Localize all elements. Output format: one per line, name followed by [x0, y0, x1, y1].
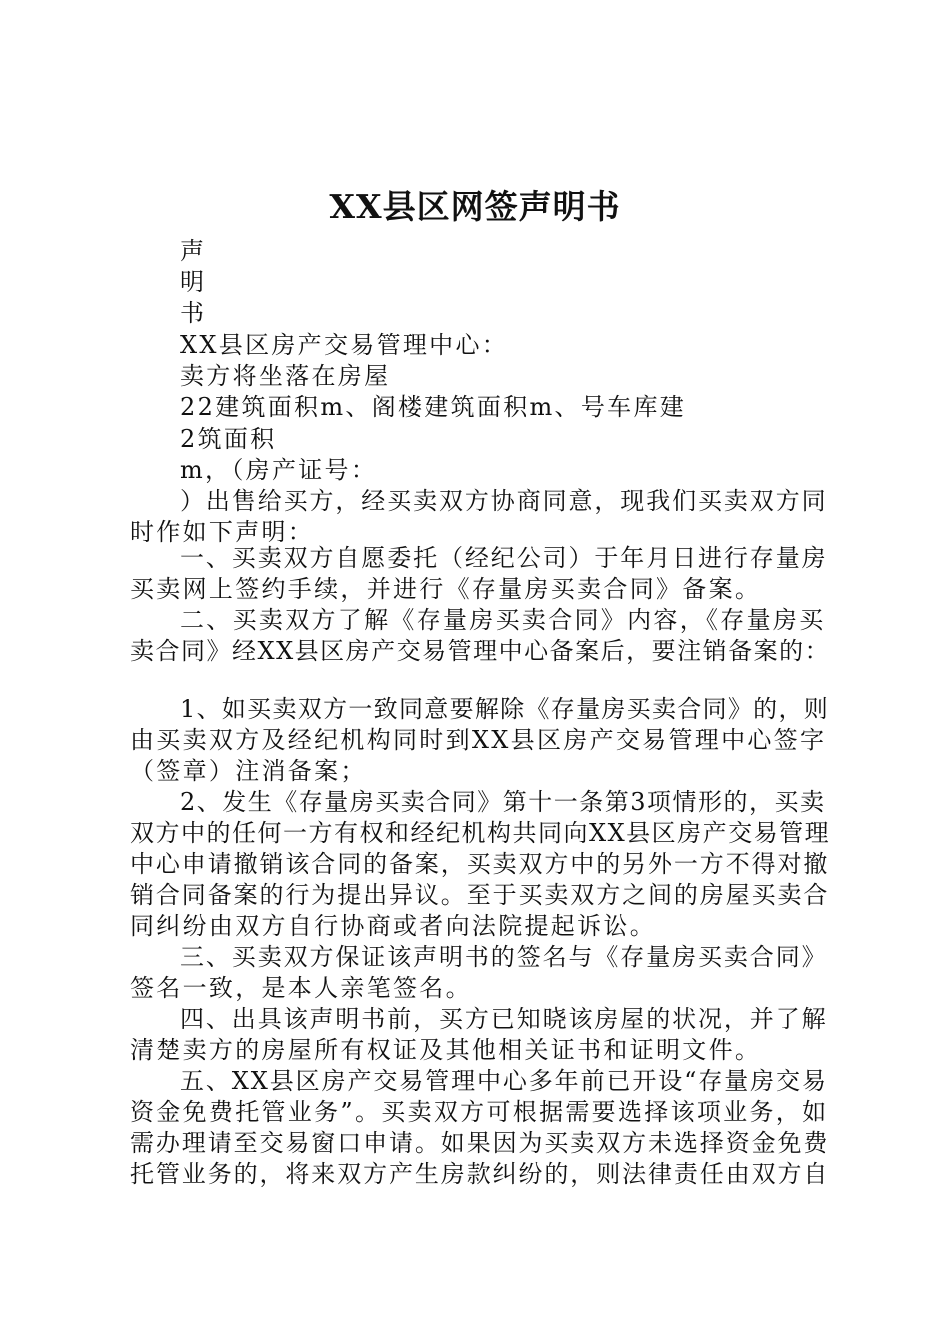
clause-line: 三、买卖双方保证该声明书的签名与《存量房买卖合同》 [180, 943, 828, 971]
clause-line: 同纠纷由双方自行协商或者向法院提起诉讼。 [130, 912, 656, 940]
body-line: m，（房产证号： [180, 456, 378, 484]
body-line: 2筑面积 [180, 425, 277, 453]
clause-line: 销合同备案的行为提出异议。至于买卖双方之间的房屋买卖合 [130, 881, 830, 909]
heading-char-2: 明 [180, 268, 207, 296]
clause-line: 签名一致，是本人亲笔签名。 [130, 974, 472, 1002]
body-line: 卖方将坐落在房屋 [180, 362, 391, 390]
clause-line: 双方中的任何一方有权和经纪机构共同向XX县区房产交易管理 [130, 819, 831, 847]
clause-line: 二、买卖双方了解《存量房买卖合同》内容，《存量房买 [180, 606, 826, 634]
clause-line: 需办理请至交易窗口申请。如果因为买卖双方未选择资金免费 [130, 1129, 830, 1157]
clause-line: 资金免费托管业务”。买卖双方可根据需要选择该项业务，如 [130, 1098, 829, 1126]
clause-line: 卖合同》经XX县区房产交易管理中心备案后，要注销备案的： [130, 637, 831, 665]
body-line: 时作如下声明： [130, 518, 315, 546]
clause-line: 五、XX县区房产交易管理中心多年前已开设“存量房交易 [180, 1067, 828, 1095]
heading-char-3: 书 [180, 299, 207, 327]
clause-line: 由买卖双方及经纪机构同时到XX县区房产交易管理中心签字 [130, 726, 827, 754]
clause-line: 清楚卖方的房屋所有权证及其他相关证书和证明文件。 [130, 1036, 762, 1064]
clause-line: 买卖网上签约手续，并进行《存量房买卖合同》备案。 [130, 575, 762, 603]
document-title: XX县区网签声明书 [329, 187, 621, 226]
clause-line: 四、出具该声明书前，买方已知晓该房屋的状况，并了解 [180, 1005, 828, 1033]
clause-line: （签章）注消备案； [130, 757, 367, 785]
clause-line: 中心申请撤销该合同的备案，买卖双方中的另外一方不得对撤 [130, 850, 830, 878]
body-line: 22建筑面积m、阁楼建筑面积m、号车库建 [180, 393, 687, 421]
clause-line: 1、如买卖双方一致同意要解除《存量房买卖合同》的，则 [180, 695, 830, 723]
body-line: ）出售给买方，经买卖双方协商同意，现我们买卖双方同 [180, 487, 828, 515]
clause-line: 托管业务的，将来双方产生房款纠纷的，则法律责任由双方自 [130, 1160, 830, 1188]
addressee: XX县区房产交易管理中心： [180, 331, 509, 359]
clause-line: 2、发生《存量房买卖合同》第十一条第3项情形的，买卖 [180, 788, 826, 816]
clause-line: 一、买卖双方自愿委托（经纪公司）于年月日进行存量房 [180, 544, 828, 572]
heading-char-1: 声 [180, 237, 207, 265]
